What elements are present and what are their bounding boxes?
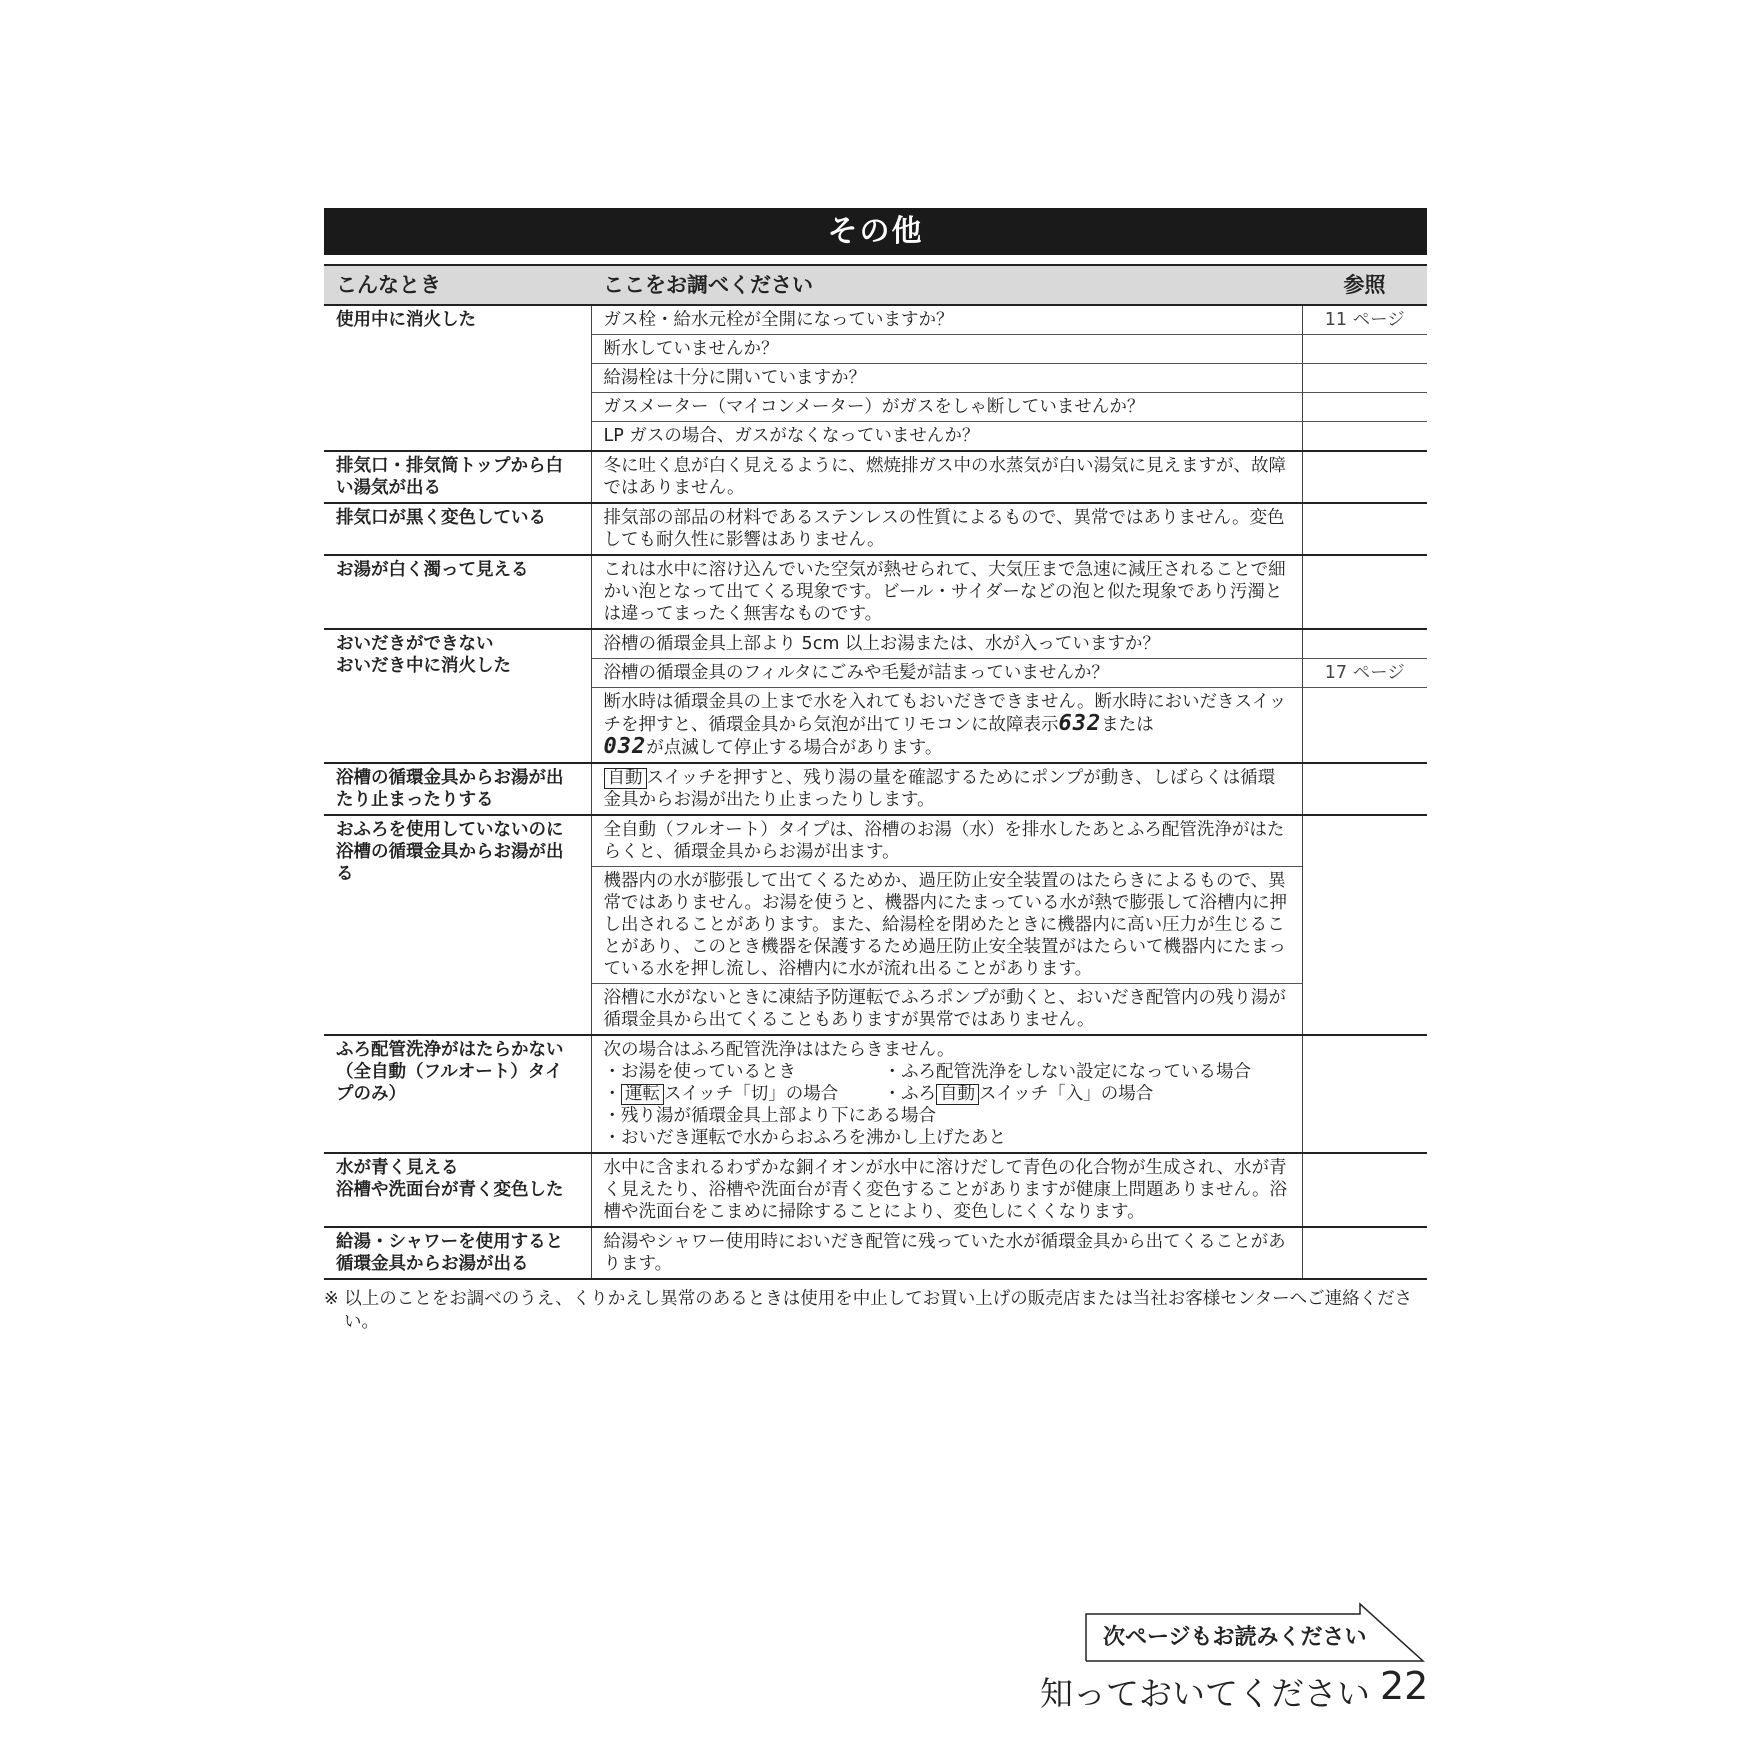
check-text: または: [1101, 715, 1154, 735]
check-cell: [591, 688, 1302, 764]
table-row: [324, 305, 1427, 335]
reference-cell: [1302, 1035, 1427, 1153]
reference-cell: [1302, 555, 1427, 629]
reference-cell: 11 ページ: [1302, 305, 1427, 335]
header-when: こんなとき: [324, 265, 591, 305]
next-page-label: 次ページもお読みください: [1103, 1625, 1367, 1650]
auto-key-label: 自動: [604, 768, 647, 789]
reference-cell: [1302, 364, 1427, 393]
check-cell: 全自動（フルオート）タイプは、浴槽のお湯（水）を排水したあとふろ配管洗浄がはたらくと、循環金具からお湯が出ます。: [591, 815, 1302, 867]
check-cell: ガス栓・給水元栓が全開になっていますか？: [591, 305, 1302, 335]
check-cell: 浴槽の循環金具上部より 5cm 以上お湯または、水が入っていますか？: [591, 629, 1302, 659]
table-header-row: [324, 265, 1427, 305]
check-cell: 冬に吐く息が白く見えるように、燃焼排ガス中の水蒸気が白い湯気に見えますが、故障ではありません。: [591, 451, 1302, 503]
troubleshooting-section: [324, 208, 1427, 1334]
check-text: 次の場合はふろ配管洗浄ははたらきません。: [603, 1040, 955, 1060]
condition-line: [604, 1061, 1290, 1083]
reference-cell: [1302, 688, 1427, 764]
power-key-label: 運転: [621, 1084, 664, 1105]
reference-cell: [1302, 335, 1427, 364]
reference-cell: [1302, 1153, 1427, 1227]
error-code-display: 032: [603, 734, 647, 759]
next-page-tab: [1085, 1602, 1425, 1662]
section-title-banner: その他: [324, 208, 1427, 255]
condition-item: ・お湯を使っているとき: [603, 1062, 796, 1082]
footnote: ※ 以上のことをお調べのうえ、くりかえし異常のあるときは使用を中止してお買い上げの販売店または当社お客様センターへご連絡ください。: [324, 1289, 1413, 1332]
symptom-line: 水が青く見える: [336, 1158, 459, 1178]
condition-item: [884, 1083, 1154, 1105]
check-text: 断水時は循環金具の上まで水を入れてもおいだきできません。断水時においだきスイッチを押すと、循環金具から気泡が出てリモコンに故障表示: [603, 692, 1287, 735]
check-text: が点滅して停止する場合があります。: [646, 738, 943, 758]
reference-cell: [1302, 393, 1427, 422]
condition-text: スイッチ「入」の場合: [979, 1084, 1154, 1104]
symptom-line: おいだきができない: [336, 634, 494, 654]
symptom-cell: お湯が白く濁って見える: [324, 555, 591, 629]
table-row: [324, 1227, 1427, 1279]
check-cell: 断水していませんか？: [591, 335, 1302, 364]
reference-cell: [1302, 422, 1427, 452]
symptom-cell: 使用中に消火した: [324, 305, 591, 451]
check-cell: ガスメーター（マイコンメーター）がガスをしゃ断していませんか？: [591, 393, 1302, 422]
check-cell: [591, 1035, 1302, 1153]
auto-key-label: 自動: [936, 1084, 979, 1105]
symptom-cell: 給湯・シャワーを使用すると循環金具からお湯が出る: [324, 1227, 591, 1279]
check-cell: 浴槽に水がないときに凍結予防運転でふろポンプが動くと、おいだき配管内の残り湯が循環金具から出てくることもありますが異常ではありません。: [591, 984, 1302, 1036]
check-cell: [591, 763, 1302, 815]
symptom-cell: ふろ配管洗浄がはたらかない（全自動（フルオート）タイプのみ）: [324, 1035, 591, 1153]
symptom-cell: 排気口が黒く変色している: [324, 503, 591, 555]
troubleshooting-table: [324, 264, 1427, 1280]
check-cell: 浴槽の循環金具のフィルタにごみや毛髪が詰まっていませんか？: [591, 659, 1302, 688]
condition-line: [604, 1083, 1290, 1105]
table-row: [324, 629, 1427, 659]
check-cell: LP ガスの場合、ガスがなくなっていませんか？: [591, 422, 1302, 452]
table-row: [324, 555, 1427, 629]
reference-cell: [1302, 503, 1427, 555]
reference-cell: [1302, 815, 1427, 1035]
check-text: スイッチを押すと、残り湯の量を確認するためにポンプが動き、しばらくは循環金具からお湯が出たり止まったりします。: [603, 768, 1276, 810]
check-cell: 給湯やシャワー使用時においだき配管に残っていた水が循環金具から出てくることがあります。: [591, 1227, 1302, 1279]
header-ref: 参照: [1302, 265, 1427, 305]
check-cell: 給湯栓は十分に開いていますか？: [591, 364, 1302, 393]
symptom-line: 浴槽や洗面台が青く変色した: [336, 1180, 564, 1200]
symptom-cell: おふろを使用していないのに浴槽の循環金具からお湯が出る: [324, 815, 591, 1035]
condition-item: ・おいだき運転で水からおふろを沸かし上げたあと: [603, 1128, 1006, 1148]
condition-text: ・ふろ: [883, 1084, 936, 1104]
table-row: [324, 1035, 1427, 1153]
check-cell: 機器内の水が膨張して出てくるためか、過圧防止安全装置のはたらきによるもので、異常ではありません。お湯を使うと、機器内にたまっている水が熱で膨張して浴槽内に押し出されることがあります。また、給湯栓を閉めたときに機器内に高い圧力が生じることがあり、このとき機器を保護するため過圧防止安全装置がはたらいて機器内にたまっている水を押し流し、浴槽内に水が流れ出ることがあります。: [591, 867, 1302, 984]
chapter-title: 知っておいてください: [1040, 1674, 1370, 1713]
table-row: [324, 451, 1427, 503]
header-check: ここをお調べください: [591, 265, 1302, 305]
symptom-line: おいだき中に消火した: [336, 656, 511, 676]
condition-item: ・残り湯が循環金具上部より下にある場合: [603, 1106, 936, 1126]
table-row: [324, 1153, 1427, 1227]
check-cell: これは水中に溶け込んでいた空気が熱せられて、大気圧まで急速に減圧されることで細かい泡となって出てくる現象です。ビール・サイダーなどの泡と似た現象であり汚濁とは違ってまったく無害なものです。: [591, 555, 1302, 629]
symptom-cell: [324, 1153, 591, 1227]
reference-cell: [1302, 629, 1427, 659]
symptom-cell: [324, 629, 591, 763]
reference-cell: [1302, 1227, 1427, 1279]
condition-item: ・ふろ配管洗浄をしない設定になっている場合: [883, 1062, 1251, 1082]
condition-text: スイッチ「切」の場合: [664, 1084, 839, 1104]
table-row: [324, 503, 1427, 555]
reference-cell: [1302, 451, 1427, 503]
error-code-display: 632: [1058, 711, 1102, 736]
page-number: 22: [1380, 1664, 1429, 1708]
reference-cell: [1302, 763, 1427, 815]
check-cell: 排気部の部品の材料であるステンレスの性質によるもので、異常ではありません。変色しても耐久性に影響はありません。: [591, 503, 1302, 555]
table-row: [324, 763, 1427, 815]
symptom-cell: 排気口・排気筒トップから白い湯気が出る: [324, 451, 591, 503]
condition-item: [604, 1083, 884, 1105]
bullet: ・: [603, 1084, 621, 1104]
reference-cell: 17 ページ: [1302, 659, 1427, 688]
symptom-cell: 浴槽の循環金具からお湯が出たり止まったりする: [324, 763, 591, 815]
table-row: [324, 815, 1427, 867]
check-cell: 水中に含まれるわずかな銅イオンが水中に溶けだして青色の化合物が生成され、水が青く見えたり、浴槽や洗面台が青く変色することがありますが健康上問題ありません。浴槽や洗面台をこまめに掃除することにより、変色しにくくなります。: [591, 1153, 1302, 1227]
